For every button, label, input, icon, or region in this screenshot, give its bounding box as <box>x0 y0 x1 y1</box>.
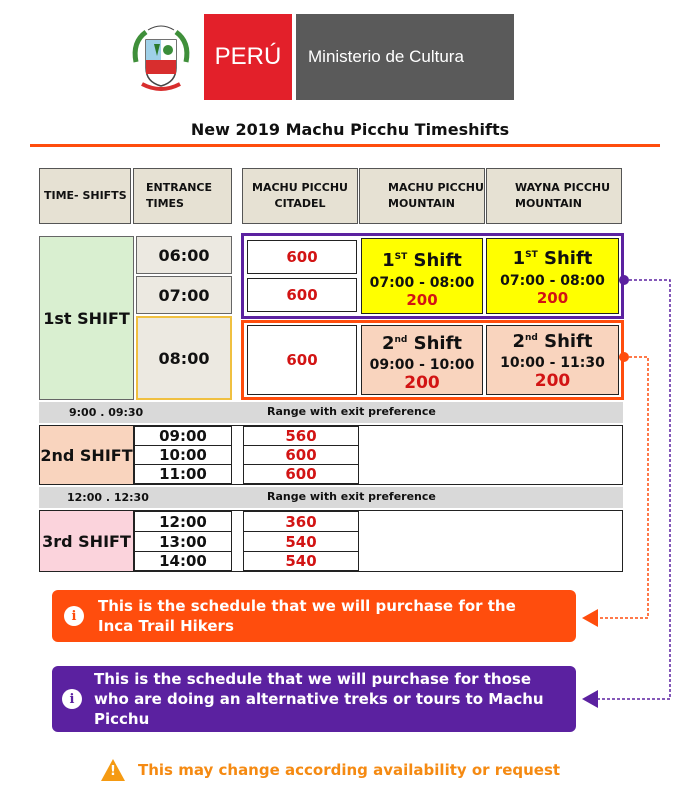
wayna-second-count: 200 <box>534 371 571 391</box>
entrance-time-0800: 08:00 <box>136 316 232 400</box>
separator-label-1: Range with exit preference <box>267 405 436 418</box>
header-citadel: MACHU PICCHU CITADEL <box>242 168 358 224</box>
citadel-count-0900: 560 <box>243 426 359 446</box>
citadel-count-0700: 600 <box>247 278 357 312</box>
alternative-treks-note <box>52 666 576 732</box>
entrance-time-1400: 14:00 <box>134 551 232 571</box>
wayna-first-range: 07:00 - 08:00 <box>500 273 605 289</box>
mountain-first-count: 200 <box>406 291 438 309</box>
shift-suffix: ST <box>394 252 408 262</box>
warning-text: This may change according availability or request <box>138 761 561 779</box>
shift-1-label: 1st SHIFT <box>39 236 134 400</box>
separator-range-1: 9:00 . 09:30 <box>69 406 144 419</box>
inca-trail-note <box>52 590 576 642</box>
citadel-count-0800: 600 <box>247 325 357 395</box>
separator-range-2: 12:00 . 12:30 <box>67 491 149 504</box>
citadel-count-1400: 540 <box>243 551 359 571</box>
purple-connector-line <box>598 280 670 699</box>
citadel-count-1200: 360 <box>243 511 359 532</box>
ministry-block: Ministerio de Cultura <box>296 14 514 100</box>
entrance-time-0900: 09:00 <box>134 426 232 446</box>
entrance-time-1300: 13:00 <box>134 531 232 552</box>
orange-connector-line <box>598 357 648 618</box>
citadel-count-0600: 600 <box>247 240 357 274</box>
shift-number: 2 <box>381 333 395 354</box>
warning-glyph: ! <box>110 764 116 779</box>
mountain-second-count: 200 <box>404 373 440 393</box>
citadel-count-1300: 540 <box>243 531 359 552</box>
shift-word: Shift <box>544 248 593 269</box>
purple-connector-dot <box>619 275 629 285</box>
wayna-first-count: 200 <box>536 289 569 307</box>
header-time-shifts: TIME- SHIFTS <box>39 168 131 224</box>
entrance-time-1100: 11:00 <box>134 464 232 484</box>
shift-number: 2 <box>512 331 525 352</box>
entrance-time-1000: 10:00 <box>134 445 232 465</box>
shift-word: Shift <box>413 250 462 271</box>
warning-row <box>100 756 580 784</box>
separator-label-2: Range with exit preference <box>267 490 436 503</box>
entrance-time-0600: 06:00 <box>136 236 232 274</box>
shift-word: Shift <box>413 333 463 354</box>
shift-number: 1 <box>382 250 395 271</box>
shift-3-label: 3rd SHIFT <box>40 511 134 571</box>
shift-suffix: nd <box>525 333 538 343</box>
entrance-time-1200: 12:00 <box>134 511 232 532</box>
peru-brand-block: PERÚ <box>204 14 292 100</box>
inca-trail-note-text: This is the schedule that we will purchase for the Inca Trail Hikers <box>98 597 516 635</box>
shift-suffix: nd <box>394 335 408 345</box>
mountain-second-range: 09:00 - 10:00 <box>369 357 475 373</box>
orange-arrowhead-icon <box>582 609 598 627</box>
mountain-first-range: 07:00 - 08:00 <box>369 275 475 291</box>
purple-arrowhead-icon <box>582 690 598 708</box>
info-icon: i <box>62 689 82 709</box>
wayna-second-range: 10:00 - 11:30 <box>500 355 605 371</box>
warning-icon <box>100 758 126 782</box>
orange-connector-dot <box>619 352 629 362</box>
header-wayna: WAYNA PICCHU MOUNTAIN <box>486 168 622 224</box>
header-mountain: MACHU PICCHU MOUNTAIN <box>359 168 485 224</box>
shift-suffix: ST <box>525 250 538 260</box>
citadel-count-1000: 600 <box>243 445 359 465</box>
shift-number: 1 <box>512 248 526 269</box>
info-icon: i <box>64 606 84 626</box>
shift-2-label: 2nd SHIFT <box>40 426 134 484</box>
shift-word: Shift <box>544 331 593 352</box>
alternative-treks-note-text: This is the schedule that we will purchase for those who are doing an alternative treks or tours to Machu Picchu <box>94 670 544 728</box>
page-title: New 2019 Machu Picchu Timeshifts <box>190 119 510 139</box>
entrance-time-0700: 07:00 <box>136 276 232 314</box>
citadel-count-1100: 600 <box>243 464 359 484</box>
header-entrance-times: ENTRANCE TIMES <box>133 168 232 224</box>
